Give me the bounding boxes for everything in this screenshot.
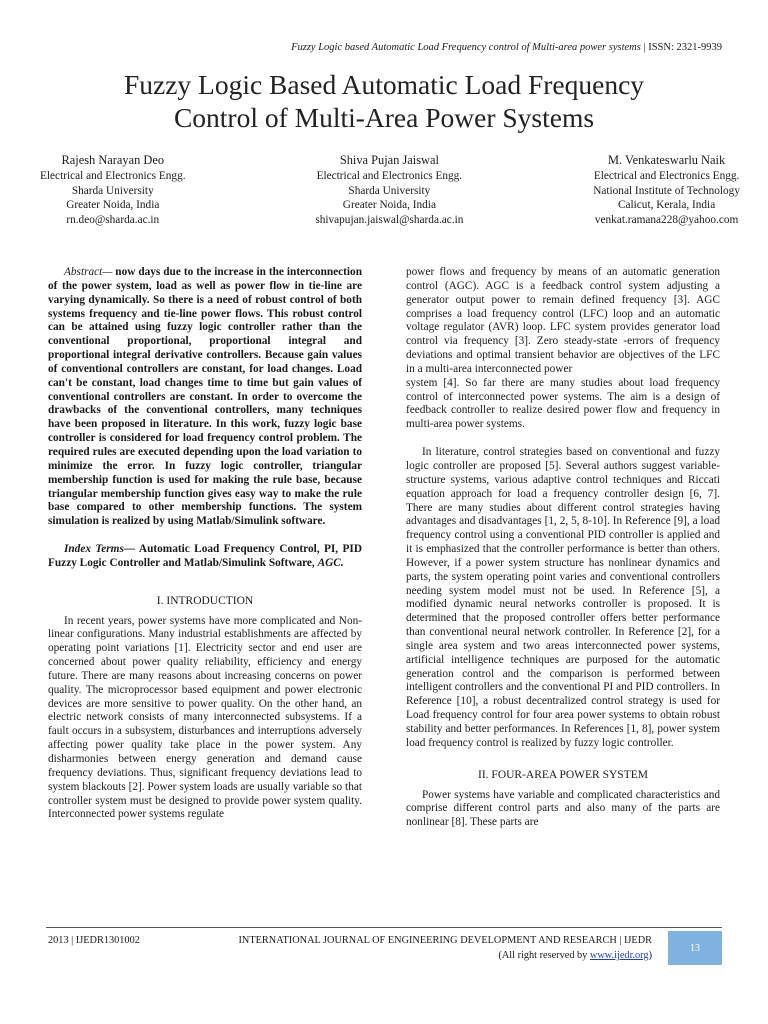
footer-left: 2013 | IJEDR1301002 (48, 935, 140, 946)
section-heading-introduction (48, 595, 362, 609)
title-line-1: Fuzzy Logic Based Automatic Load Frequency (123, 69, 645, 100)
abstract (48, 266, 362, 529)
paragraph: system [4]. So far there are many studies about load frequency control of interconnected power systems. The aim is a design of feedback controller to realize desired power flow and frequency in multi-area power systems. (406, 376, 720, 431)
running-head-journal-title: Fuzzy Logic based Automatic Load Frequency control of Multi-area power systems (291, 42, 641, 53)
running-head-issn: | ISSN: 2321-9939 (640, 42, 722, 53)
author-email: venkat.ramana228@yahoo.com (594, 213, 739, 226)
section-initial: I (166, 594, 171, 607)
section-heading-four-area: II. FOUR-AREA POWER SYSTEM (478, 768, 648, 781)
paragraph: In literature, control strategies based on conventional and fuzzy logic controller are proposed [5]. Several authors suggest variable-structure systems, various adaptive control techniques and Riccati equation approach for load a frequency controller design [6, 7]. There are many studies about different control strategies having advantages and disadvantages [1, 2, 5, 8-10]. In Reference [9], a load frequency control using a conventional PID controller is applied and it is emphasized that the controller performance is better than others. However, if a power system structure has nonlinear dynamics and parts, the system operating point varies and conventional controllers needing system model must not be used. In Reference [5], a modified dynamic neural networks controller is proposed. It is determined that the proposed controller offers better performance than conventional neural network controller. In Reference [2], for a single area system and two areas interconnected power systems, artificial intelligence techniques are purposed for the automatic generation control and the comparison is performed between intelligent controllers and the conventional PI and PID controllers. In Reference [10], a robust decentralized control strategy is used for Load frequency control for four area power systems to obtain robust stability and better performances. In References [1, 8], power system load frequency control is realized by fuzzy logic controller. (406, 446, 720, 749)
author-3 (593, 152, 740, 227)
footer-rule (46, 927, 722, 928)
index-terms-tail: AGC. (317, 556, 344, 569)
author-location: Greater Noida, India (66, 199, 160, 211)
footer-journal: INTERNATIONAL JOURNAL OF ENGINEERING DEVELOPMENT AND RESEARCH | IJEDR (238, 935, 652, 946)
rights-prefix: (All right reserved by (498, 950, 590, 961)
author-2 (315, 152, 463, 227)
section-title: NTRODUCTION (170, 594, 254, 607)
spacer (48, 529, 362, 543)
abstract-label: Abstract— (64, 266, 113, 278)
author-email: rn.deo@sharda.ac.in (66, 213, 160, 226)
paragraph: power flows and frequency by means of an automatic generation control (AGC). AGC is a feedback control system adjusting a generator output power to remain defined frequency [3]. AGC comprises a load frequency control (LFC) loop and an automatic voltage regulator (AVR) loop. LFC system provides generator load control via frequency [3]. Zero steady-state -errors of frequency deviations and optimal transient behavior are objectives of the LFC in a multi-area interconnected power (406, 266, 720, 375)
author-name: Rajesh Narayan Deo (61, 153, 165, 167)
footer-rights (48, 950, 652, 961)
index-terms (48, 543, 362, 571)
author-name: M. Venkateswarlu Naik (608, 153, 726, 167)
author-email: shivapujan.jaiswal@sharda.ac.in (315, 213, 464, 226)
author-name: Shiva Pujan Jaiswal (339, 153, 439, 167)
author-1 (40, 152, 186, 227)
author-inst: Sharda University (71, 184, 154, 197)
author-dept: Electrical and Electronics Engg. (316, 170, 463, 182)
page-number-badge: 13 (668, 931, 722, 965)
journal-link[interactable]: www.ijedr.org (589, 950, 649, 961)
index-terms-label: Index Terms— (64, 543, 136, 556)
author-location: Calicut, Kerala, India (617, 199, 716, 211)
author-inst: Sharda University (348, 184, 431, 197)
author-dept: Electrical and Electronics Engg. (593, 170, 740, 182)
rights-suffix: ) (648, 950, 652, 961)
running-head (291, 42, 722, 53)
spacer (406, 432, 720, 446)
title-line-2: Control of Multi-Area Power Systems (173, 102, 595, 133)
author-dept: Electrical and Electronics Engg. (40, 170, 186, 182)
footer (48, 935, 652, 961)
paragraph: Power systems have variable and complicated characteristics and comprise different control parts and also many of the parts are nonlinear [8]. These parts are (406, 788, 720, 829)
index-terms-text: Automatic Load Frequency Control, PI, PID Fuzzy Logic Controller and Matlab/Simulink Software, (48, 543, 362, 569)
intro-paragraph: In recent years, power systems have more complicated and Non-linear configurations. Many industrial establishments are affected by operating point variations [1]. Electricity sector and end user are concerned about power quality reliability, efficiency and energy future. There are many reasons about increasing concerns on power quality. The microprocessor based equipment and power electronic devices are more sensitive to power quality. On the other hand, an electric network consists of many interconnected subsystems. If a fault occurs in a subsystem, disturbances and interruptions adversely affecting power quality take place in the power system. Any disharmonies between energy generation and demand cause frequency deviations. Thus, significant frequency deviations lead to system blackouts [2]. Power system loads are usually variable so that controller system must be designed to provide power system quality. Interconnected power systems regulate (48, 614, 362, 821)
author-inst: National Institute of Technology (593, 184, 740, 197)
right-column (406, 266, 720, 830)
left-column (48, 266, 362, 822)
abstract-text: now days due to the increase in the interconnection of the power system, load as well as power flow in tie-line are varying dynamically. So there is a need of robust control of both systems frequency and tie-line power flows. This robust control can be attained using fuzzy logic controller rather than the conventional proportional, proportional integral and proportional integral derivative controllers. Because gain values of conventional controllers are constant, for load changes. Load can't be constant, load changes time to time but gain values of conventional controllers are constant. In order to overcome the drawbacks of the conventional controllers, many techniques have been proposed in literature. In this work, fuzzy logic base controller is considered for load frequency control problem. The required rules are executed depending upon the load variation to minimize the error. In fuzzy logic controller, triangular membership function is used for making the rule base, because triangular membership function gives easy way to make the rule base compared to other membership functions. The system simulation is realized by using Matlab/Simulink software. (48, 266, 362, 528)
section-number: I. (156, 594, 167, 607)
author-location: Greater Noida, India (342, 199, 436, 211)
author-block (40, 152, 740, 227)
paper-title (0, 68, 768, 134)
